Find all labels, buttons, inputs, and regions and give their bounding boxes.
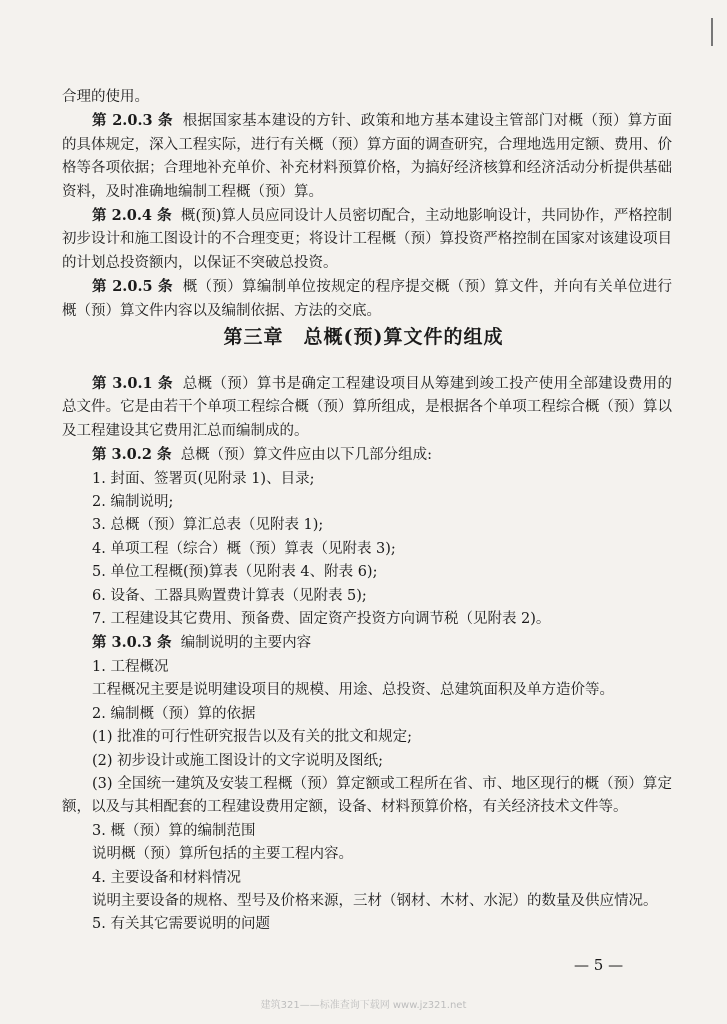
article-text: 概（预）算编制单位按规定的程序提交概（预）算文件，并向有关单位进行概（预）算文件内容以及编制依据、方法的交底。	[62, 279, 673, 319]
article-text: 总概（预）算文件应由以下几部分组成:	[180, 447, 433, 464]
article-3-0-2	[62, 443, 672, 467]
article-label: 第 3.0.3 条	[92, 634, 172, 652]
article-text: 根据国家基本建设的方针、政策和地方基本建设主管部门对概（预）算方面的具体规定，深入工程实际，进行有关概（预）算方面的调查研究，合理地选用定额、费用、价格等各项依据；合理地补充单价、补充材料预算价格，为搞好经济核算和经济活动分析提供基础资料，及时准确地编制工程概（预）算。	[62, 113, 673, 200]
subsection-text: 工程概况主要是说明建设项目的规模、用途、总投资、总建筑面积及单方造价等。	[92, 682, 614, 699]
article-label: 第 2.0.3 条	[92, 112, 173, 130]
article-text: 编制说明的主要内容	[180, 635, 312, 652]
top-section	[62, 86, 672, 323]
article-3-0-3	[62, 631, 672, 655]
list-item: 2. 编制说明;	[92, 494, 174, 511]
watermark: 建筑321——标准查询下载网 www.jz321.net	[260, 1000, 467, 1011]
list-item: 6. 设备、工器具购置费计算表（见附表 5);	[92, 587, 367, 604]
subsection-item: (2) 初步设计或施工图设计的文字说明及图纸;	[92, 752, 384, 769]
list-item: 4. 单项工程（综合）概（预）算表（见附表 3);	[92, 540, 396, 557]
subsection-item: (1) 批准的可行性研究报告以及有关的批文和规定;	[92, 729, 413, 746]
article-3-0-1	[62, 372, 672, 443]
page-corner-mark	[701, 18, 713, 46]
article-label: 第 3.0.1 条	[92, 375, 173, 392]
chapter-3-body	[62, 372, 672, 937]
subsection-title: 5. 有关其它需要说明的问题	[92, 916, 270, 933]
list-item: 1. 封面、签署页(见附录 1)、目录;	[92, 470, 315, 487]
article-label: 第 2.0.5 条	[92, 278, 173, 296]
article-text: 概(预)算人员应同设计人员密切配合，主动地影响设计，共同协作，严格控制初步设计和施工图设计的不合理变更；将设计工程概（预）算投资严格控制在国家对该建设项目的计划总投资额内，以保证不突破总投资。	[62, 208, 673, 271]
list-item: 3. 总概（预）算汇总表（见附表 1);	[92, 517, 324, 534]
list-item: 5. 单位工程概(预)算表（见附表 4、附表 6);	[92, 564, 378, 581]
chapter-title: 总概(预)算文件的组成	[303, 326, 504, 348]
subsection-item: (3) 全国统一建筑及安装工程概（预）算定额或工程所在省、市、地区现行的概（预）算定额，以及与其相配套的工程建设费用定额，设备、材料预算价格，有关经济技术文件等。	[62, 775, 672, 816]
article-label: 第 3.0.2 条	[92, 446, 172, 464]
article-2-0-4	[62, 204, 672, 275]
paragraph-continuation: 合理的使用。	[62, 89, 149, 105]
subsection-title: 3. 概（预）算的编制范围	[92, 822, 256, 839]
article-text: 总概（预）算书是确定工程建设项目从筹建到竣工投产使用全部建设费用的总文件。它是由若干个单项工程综合概（预）算所组成，是根据各个单项工程综合概（预）算以及工程建设其它费用汇总而编制成的。	[62, 376, 673, 439]
subsection-title: 1. 工程概况	[92, 658, 169, 675]
chapter-heading	[0, 322, 727, 349]
subsection-text: 说明主要设备的规格、型号及价格来源，三材（钢材、木材、水泥）的数量及供应情况。	[92, 892, 658, 909]
page-number: — 5 —	[574, 956, 624, 974]
article-2-0-3	[62, 109, 672, 204]
article-2-0-5	[62, 275, 672, 323]
subsection-text: 说明概（预）算所包括的主要工程内容。	[92, 846, 353, 863]
article-label: 第 2.0.4 条	[92, 207, 172, 225]
subsection-title: 2. 编制概（预）算的依据	[92, 705, 256, 722]
chapter-number: 第三章	[223, 326, 284, 348]
subsection-title: 4. 主要设备和材料情况	[92, 869, 241, 886]
list-item: 7. 工程建设其它费用、预备费、固定资产投资方向调节税（见附表 2)。	[92, 611, 551, 628]
